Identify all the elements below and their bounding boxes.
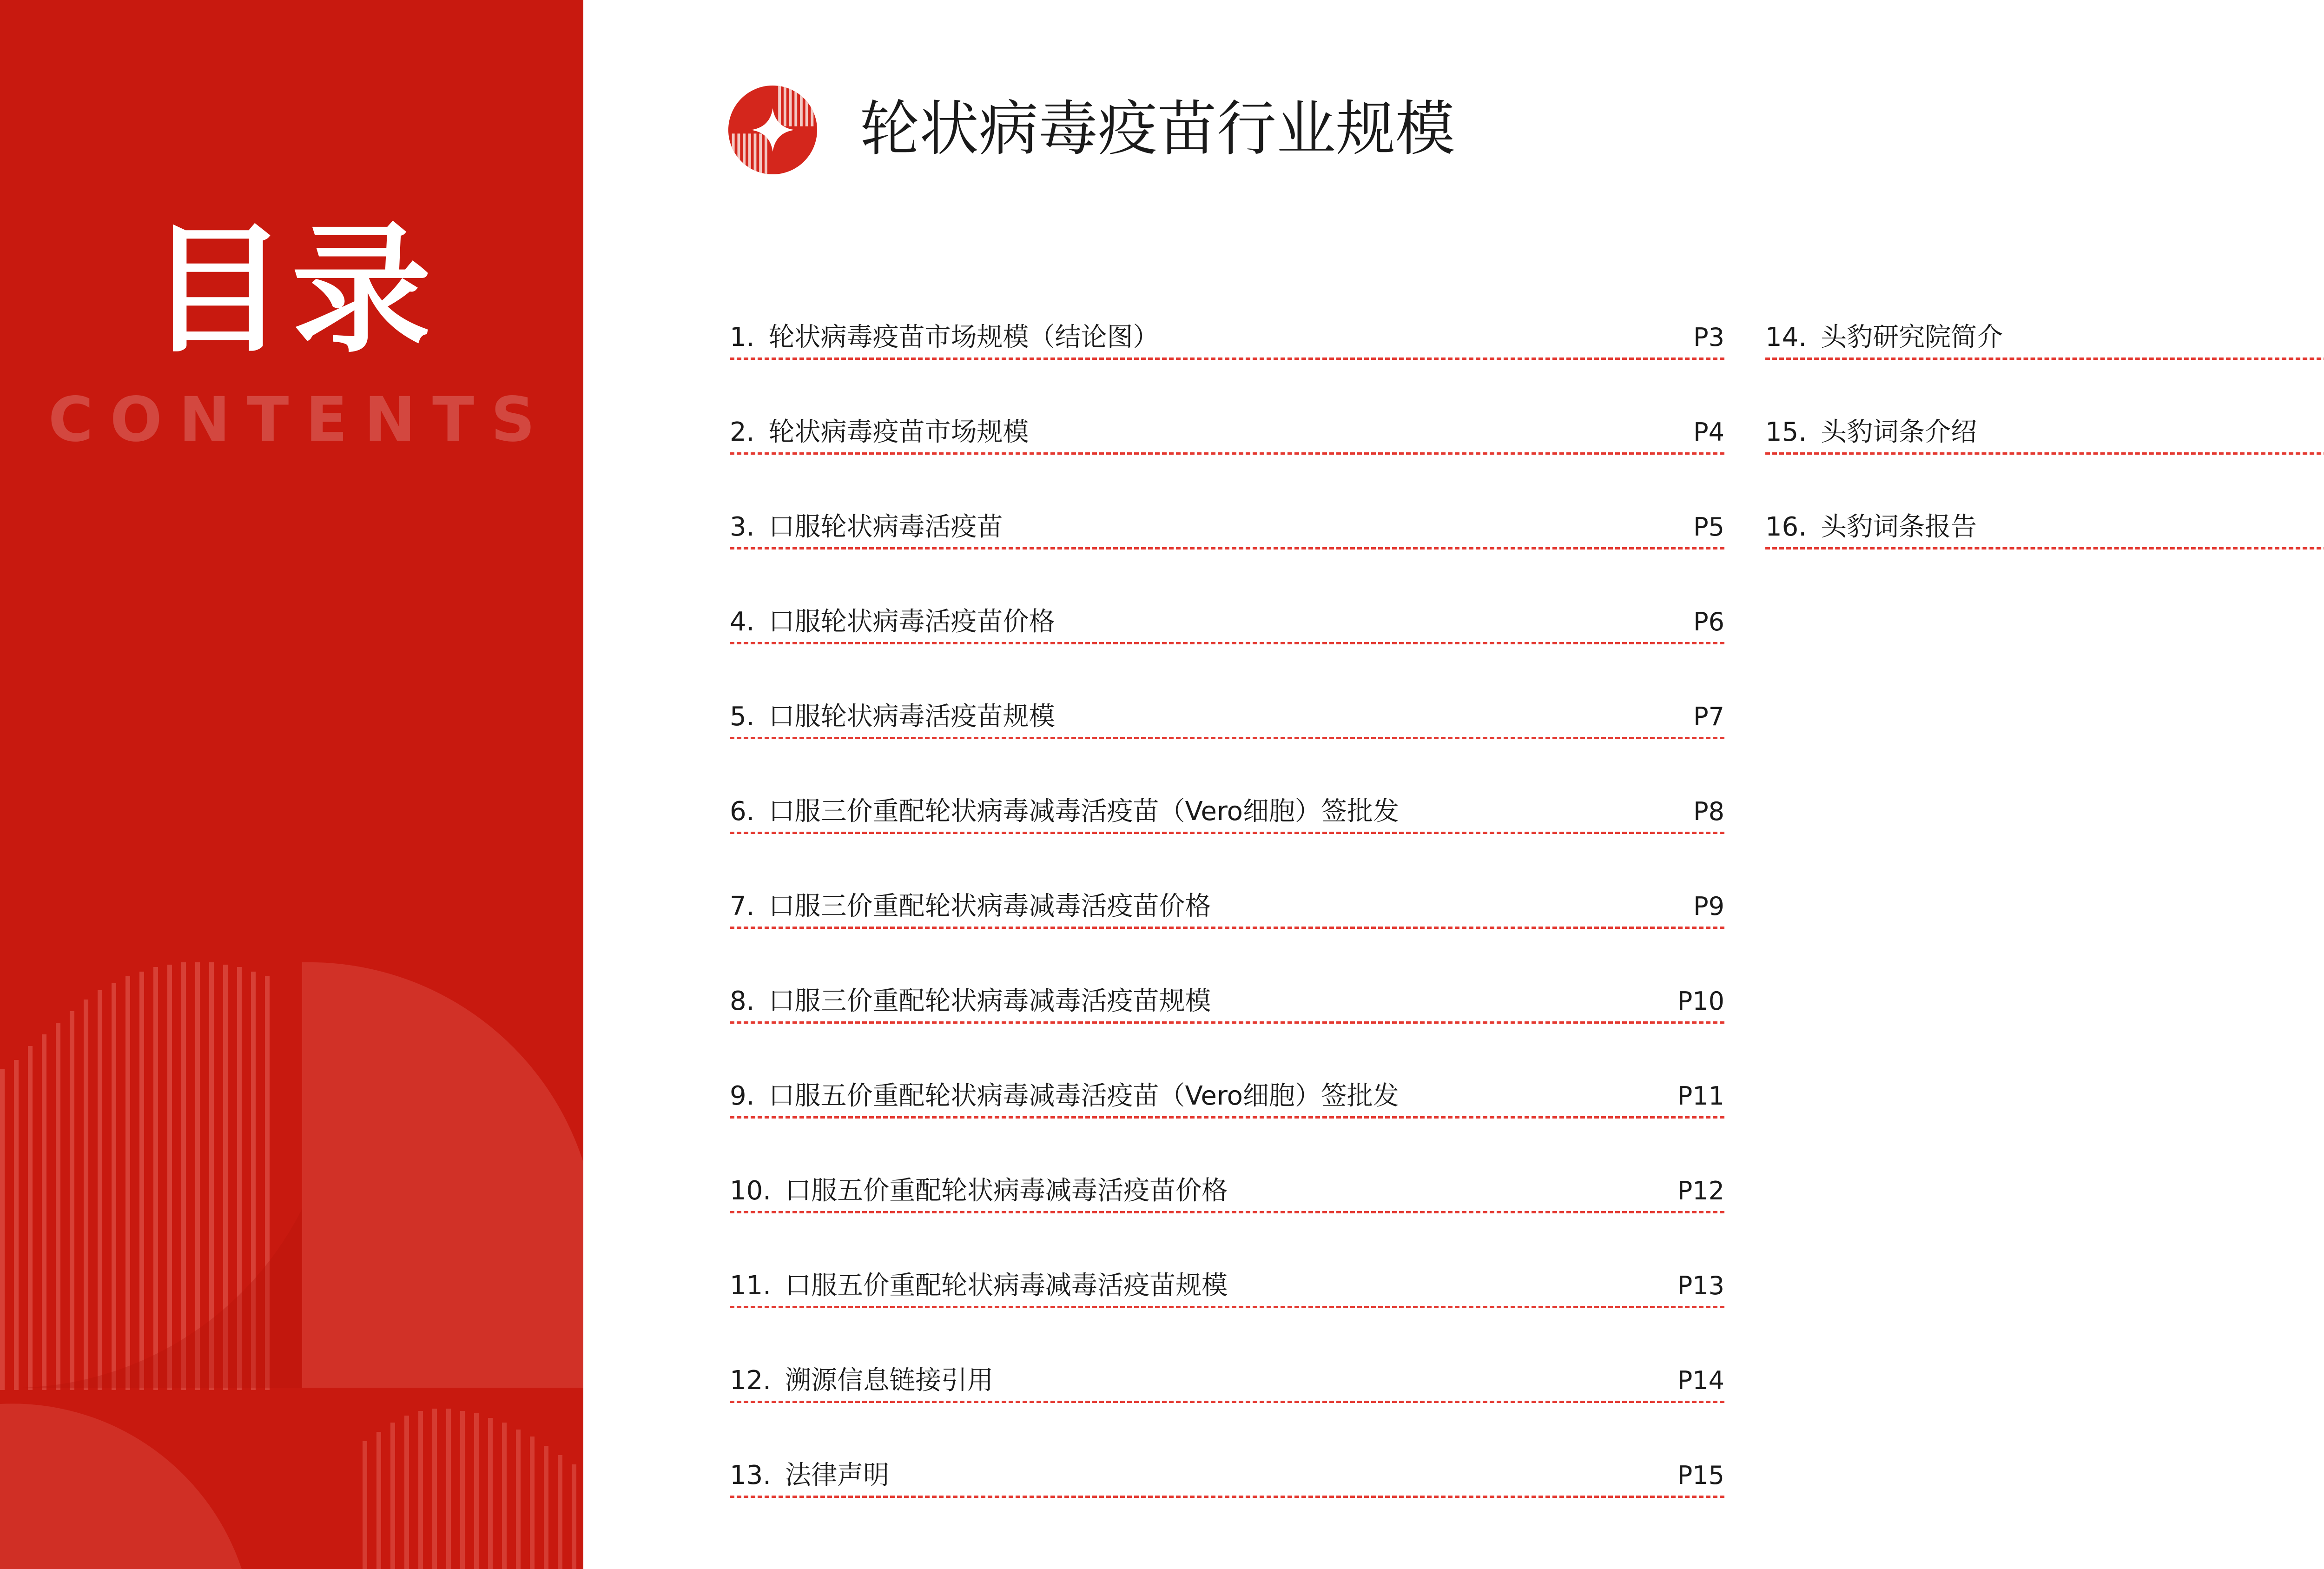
toc-item-number: 5. [730,702,755,732]
toc-item[interactable] [730,1060,1724,1155]
toc-item-number: 9. [730,1081,755,1111]
toc-item-number: 14. [1765,322,1807,352]
toc-item[interactable] [1765,491,2324,586]
toc-item-page: P4 [1693,417,1724,447]
left-panel [0,0,583,1569]
toc-item[interactable] [730,775,1724,870]
toc-item-page: P6 [1693,607,1724,636]
toc-item-number: 3. [730,512,755,542]
toc-item-number: 10. [730,1176,772,1206]
toc-item-number: 15. [1765,417,1807,447]
red-circle-star-logo-icon [727,85,818,175]
toc-item-page: P10 [1677,986,1724,1016]
toc-item-title: 口服五价重配轮状病毒减毒活疫苗价格 [785,1176,1228,1206]
toc-item-title: 口服三价重配轮状病毒减毒活疫苗（Vero细胞）签批发 [768,796,1399,827]
toc-item-page: P3 [1693,323,1724,352]
toc-item-page: P11 [1677,1081,1724,1111]
toc-item-title: 口服三价重配轮状病毒减毒活疫苗规模 [768,986,1211,1016]
toc-item[interactable] [730,586,1724,681]
toc-item-page: P8 [1693,797,1724,826]
toc-item-title: 轮状病毒疫苗市场规模 [768,417,1029,447]
toc-subtitle: CONTENTS [48,384,552,456]
toc-item[interactable] [730,965,1724,1060]
toc-item-title: 轮状病毒疫苗市场规模（结论图） [768,322,1159,352]
toc-item-title: 法律声明 [785,1460,890,1490]
toc-item[interactable] [730,1439,1724,1534]
toc-item[interactable] [730,870,1724,965]
toc-item-page: P14 [1677,1366,1724,1395]
toc-item-number: 12. [730,1365,772,1396]
toc-item-number: 7. [730,891,755,921]
toc-item[interactable] [730,1344,1724,1439]
toc-item-number: 13. [730,1460,772,1490]
toc-item-number: 4. [730,607,755,637]
toc-item[interactable] [730,681,1724,775]
decor-dome [0,1403,242,1569]
toc-item-title: 头豹词条报告 [1821,512,1977,542]
toc-item-number: 11. [730,1271,772,1301]
toc-item-title: 口服五价重配轮状病毒减毒活疫苗（Vero细胞）签批发 [768,1081,1399,1111]
toc-item-title: 头豹词条介绍 [1821,417,1977,447]
toc-item[interactable] [730,1250,1724,1344]
toc-item-title: 口服轮状病毒活疫苗 [768,512,1003,542]
page-title: 轮状病毒疫苗行业规模 [860,94,1455,164]
toc-item-title: 头豹研究院简介 [1821,322,2003,352]
toc-title: 目录 [147,209,436,371]
toc-item-page: P5 [1693,512,1724,542]
toc-item-number: 16. [1765,512,1807,542]
toc-item-number: 1. [730,322,755,352]
toc-column-1 [730,301,1724,1534]
toc-item-title: 口服轮状病毒活疫苗规模 [768,702,1055,732]
toc-item-number: 8. [730,986,755,1016]
toc-item[interactable] [730,491,1724,586]
toc-item[interactable] [730,301,1724,396]
toc-item-title: 溯源信息链接引用 [785,1365,994,1396]
toc-item-page: P9 [1693,892,1724,921]
toc-item[interactable] [730,396,1724,491]
toc-item-number: 2. [730,417,755,447]
toc-item-title: 口服轮状病毒活疫苗价格 [768,607,1055,637]
decor-stripes-right [363,1409,576,1569]
toc-item[interactable] [1765,396,2324,491]
toc-item-page: P13 [1677,1271,1724,1300]
toc-item-title: 口服五价重配轮状病毒减毒活疫苗规模 [785,1271,1228,1301]
toc-item-page: P7 [1693,702,1724,731]
decor-quarter-circle [302,962,583,1388]
toc-item-title: 口服三价重配轮状病毒减毒活疫苗价格 [768,891,1211,921]
toc-item[interactable] [730,1155,1724,1250]
toc-item-number: 6. [730,796,755,827]
toc-item-page: P12 [1677,1176,1724,1205]
toc-column-2 [1765,301,2324,586]
toc-item[interactable] [1765,301,2324,396]
toc-item-page: P15 [1677,1461,1724,1490]
